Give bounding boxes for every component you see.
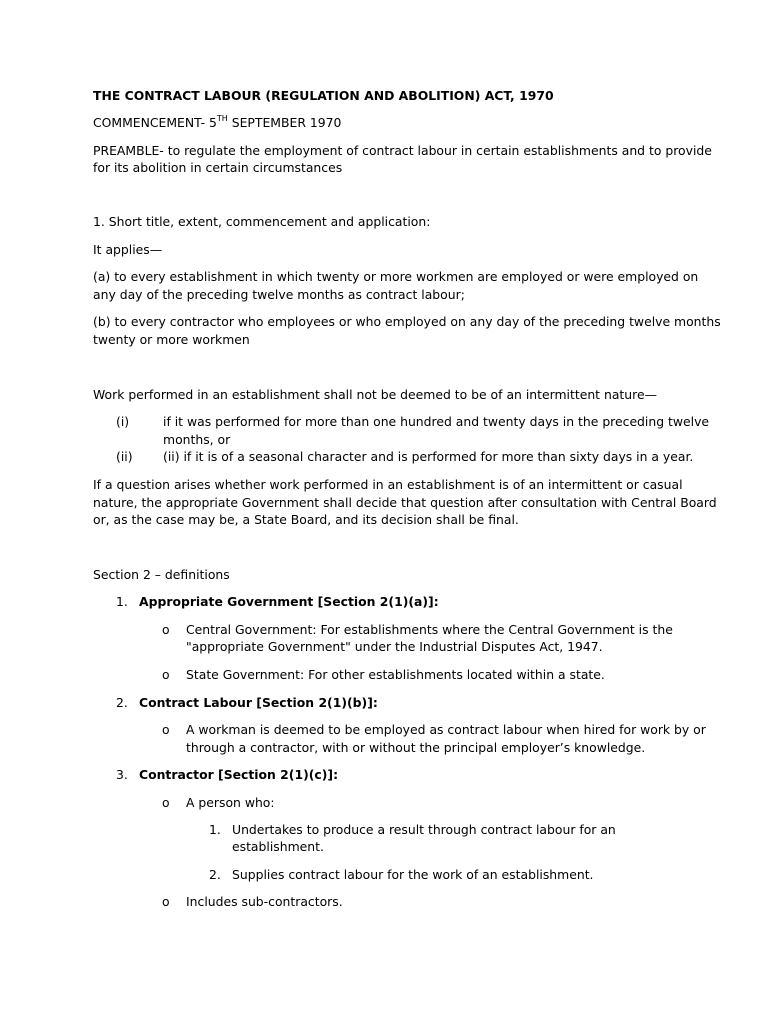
clause-b-line: twenty or more workmen (93, 332, 250, 347)
roman-item-line: (ii) if it is of a seasonal character and is performed for more than sixty days in a year. (163, 449, 694, 464)
roman-item-line: months, or (163, 432, 231, 447)
definition-title: Appropriate Government [Section 2(1)(a)]: (139, 594, 439, 609)
applies-line: It applies— (93, 242, 163, 257)
roman-item-line: if it was performed for more than one hundred and twenty days in the preceding twelve (163, 414, 710, 429)
definition-number: 2. (116, 695, 128, 710)
subitem-number: 2. (209, 867, 221, 882)
preamble-line: PREAMBLE- to regulate the employment of contract labour in certain establishments and to provide (93, 143, 712, 158)
definition-number: 1. (116, 594, 128, 609)
bullet-line: A workman is deemed to be employed as contract labour when hired for work by or (186, 722, 706, 737)
subitem-number: 1. (209, 822, 221, 837)
bullet-line: "appropriate Government" under the Industrial Disputes Act, 1947. (186, 639, 603, 654)
bullet-marker: o (162, 722, 170, 737)
question-line: or, as the case may be, a State Board, and its decision shall be final. (93, 512, 519, 527)
roman-marker: (i) (116, 414, 130, 429)
definition-title: Contractor [Section 2(1)(c)]: (139, 767, 339, 782)
preamble-line: for its abolition in certain circumstances (93, 160, 343, 175)
intermittent-intro: Work performed in an establishment shall not be deemed to be of an intermittent nature— (93, 387, 657, 402)
clause-a-line: (a) to every establishment in which twenty or more workmen are employed or were employed on (93, 269, 699, 284)
section2-heading: Section 2 – definitions (93, 567, 230, 582)
definition-title: Contract Labour [Section 2(1)(b)]: (139, 695, 378, 710)
commencement-line (93, 114, 341, 132)
definition-number: 3. (116, 767, 128, 782)
bullet-line: Includes sub-contractors. (186, 894, 343, 909)
bullet-line: through a contractor, with or without the principal employer’s knowledge. (186, 740, 646, 755)
bullet-marker: o (162, 894, 170, 909)
bullet-marker: o (162, 795, 170, 810)
clause-b-line: (b) to every contractor who employees or who employed on any day of the preceding twelve months (93, 314, 721, 329)
subitem-line: Undertakes to produce a result through contract labour for an (232, 822, 616, 837)
commencement-superscript: TH (216, 113, 228, 123)
subitem-line: Supplies contract labour for the work of an establishment. (232, 867, 594, 882)
roman-marker: (ii) (116, 449, 133, 464)
act-title: THE CONTRACT LABOUR (REGULATION AND ABOLITION) ACT, 1970 (93, 88, 554, 103)
subitem-line: establishment. (232, 839, 324, 854)
commencement-suffix: SEPTEMBER 1970 (227, 115, 342, 130)
commencement-prefix: COMMENCEMENT- 5 (93, 115, 217, 130)
question-line: nature, the appropriate Government shall decide that question after consultation with Central Board (93, 495, 717, 510)
bullet-line: State Government: For other establishments located within a state. (186, 667, 605, 682)
bullet-line: A person who: (186, 795, 275, 810)
section1-heading: 1. Short title, extent, commencement and application: (93, 214, 431, 229)
bullet-line: Central Government: For establishments where the Central Government is the (186, 622, 673, 637)
bullet-marker: o (162, 667, 170, 682)
bullet-marker: o (162, 622, 170, 637)
clause-a-line: any day of the preceding twelve months as contract labour; (93, 287, 465, 302)
question-line: If a question arises whether work performed in an establishment is of an intermittent or casual (93, 477, 683, 492)
